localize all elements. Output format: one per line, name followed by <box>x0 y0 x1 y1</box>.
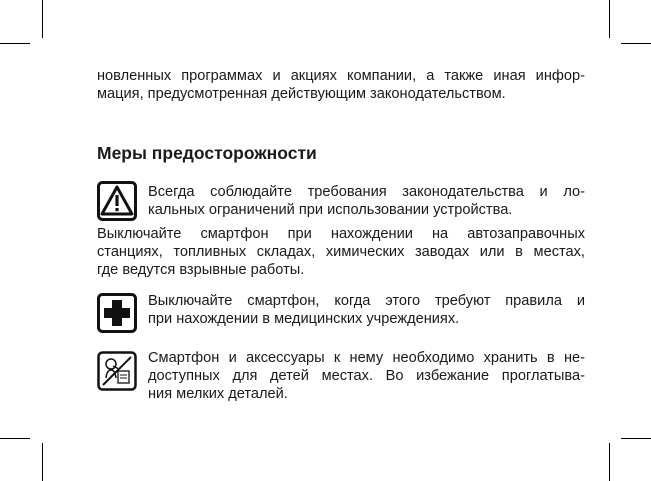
warning-triangle-icon <box>97 181 137 221</box>
fuel-paragraph <box>97 225 585 279</box>
text-line: где ведутся взрывные работы. <box>97 262 305 278</box>
text-line: Смартфон и аксессуары к нему необходимо хранить в не- <box>148 350 585 366</box>
children-paragraph <box>148 349 585 403</box>
keep-away-from-children-icon <box>97 351 137 391</box>
medical-paragraph <box>148 292 585 328</box>
text-line: ния мелких деталей. <box>148 386 288 402</box>
crop-mark <box>609 0 610 38</box>
text-line: Выключайте смартфон при нахождении на автозаправочных <box>97 226 585 242</box>
text-line: станциях, топливных складах, химических заводах или в местах, <box>97 244 585 260</box>
text-line: новленных программах и акциях компании, а также иная инфор- <box>97 68 585 84</box>
intro-paragraph <box>97 67 585 103</box>
crop-mark <box>621 438 651 439</box>
warning-paragraph <box>148 183 585 219</box>
crop-mark <box>621 43 651 44</box>
text-line: мация, предусмотренная действующим законодательством. <box>97 86 506 102</box>
text-line: Выключайте смартфон, когда этого требуют правила и <box>148 293 585 309</box>
crop-mark <box>0 43 30 44</box>
text-line: кальных ограничений при использовании устройства. <box>148 202 513 218</box>
text-line: при нахождении в медицинских учреждениях. <box>148 311 460 327</box>
crop-mark <box>0 438 30 439</box>
section-title: Меры предосторожности <box>97 143 317 163</box>
text-line: Всегда соблюдайте требования законодательства и ло- <box>148 184 585 200</box>
medical-cross-icon <box>97 293 137 333</box>
crop-mark <box>609 443 610 481</box>
text-line: доступных для детей местах. Во избежание проглатыва- <box>148 368 585 384</box>
crop-mark <box>42 443 43 481</box>
crop-mark <box>42 0 43 38</box>
